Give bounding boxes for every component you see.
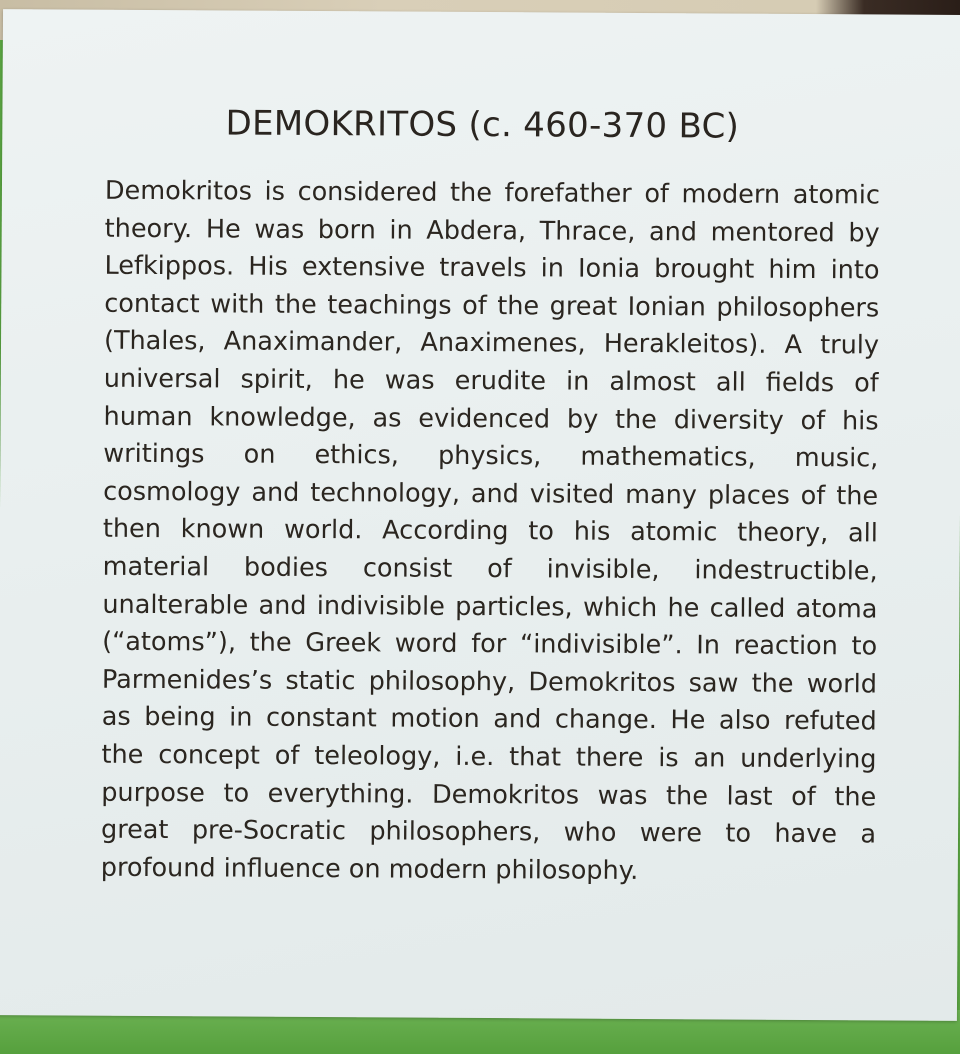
placard-card (0, 9, 960, 1021)
body-line: cosmology and technology, and visited many places of the (103, 476, 879, 512)
body-line: theory. He was born in Abdera, Thrace, and mentored by (104, 213, 880, 249)
body-line: (“atoms”), the Greek word for “indivisible”. In reaction to (102, 626, 878, 662)
body-line: Parmenides’s static philosophy, Demokritos saw the world (101, 664, 878, 700)
body-line: Demokritos is considered the forefather of modern atomic (104, 175, 881, 211)
placard-body (101, 173, 880, 892)
body-line: profound influence on modern philosophy. (100, 852, 639, 886)
placard-title: DEMOKRITOS (c. 460-370 BC) (225, 103, 740, 147)
body-line: the concept of teleology, i.e. that there is an underlying (101, 739, 877, 775)
body-line: universal spirit, he was erudite in almost all fields of (103, 363, 879, 399)
body-line: Lefkippos. His extensive travels in Ionia brought him into (104, 250, 880, 286)
body-line: purpose to everything. Demokritos was the last of the (101, 777, 877, 812)
body-line: (Thales, Anaximander, Anaximenes, Herakleitos). A truly (103, 326, 880, 361)
body-line: as being in constant motion and change. He also refuted (101, 702, 877, 737)
body-line: unalterable and indivisible particles, which he called atoma (102, 589, 878, 624)
body-line: contact with the teachings of the great Ionian philosophers (104, 288, 880, 324)
body-line: then known world. According to his atomic theory, all (102, 514, 878, 549)
body-line: human knowledge, as evidenced by the diversity of his (103, 401, 879, 436)
body-line: material bodies consist of invisible, indestructible, (102, 551, 878, 587)
body-line: writings on ethics, physics, mathematics, music, (103, 438, 879, 474)
body-line: great pre-Socratic philosophers, who were to have a (100, 814, 877, 850)
